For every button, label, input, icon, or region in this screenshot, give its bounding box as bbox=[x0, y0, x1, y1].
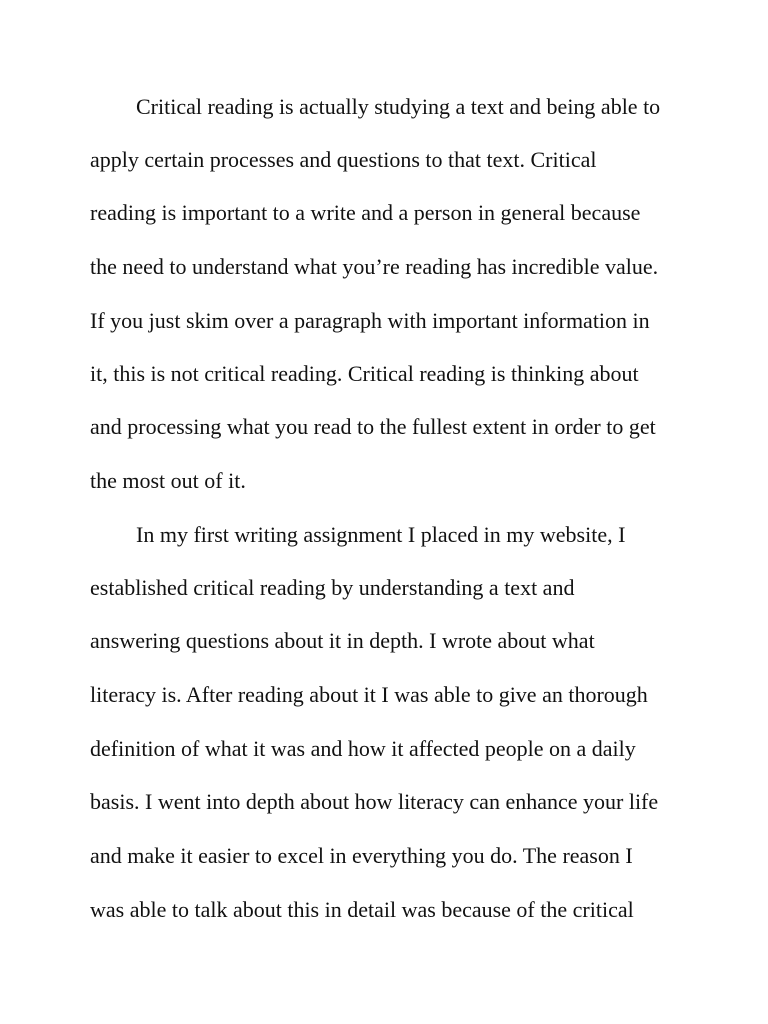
paragraph-2-line-4: literacy is. After reading about it I was able to give an thorough bbox=[90, 682, 648, 707]
paragraph-1-line-7: and processing what you read to the fullest extent in order to get bbox=[90, 414, 656, 439]
paragraph-1-line-8: the most out of it. bbox=[90, 468, 246, 493]
paragraph-2-line-5: definition of what it was and how it affected people on a daily bbox=[90, 736, 636, 761]
paragraph-2-line-8: was able to talk about this in detail was because of the critical bbox=[90, 897, 634, 922]
paragraph-1-line-5: If you just skim over a paragraph with important information in bbox=[90, 308, 650, 333]
paragraph-1-line-2: apply certain processes and questions to that text. Critical bbox=[90, 147, 597, 172]
paragraph-1-line-6: it, this is not critical reading. Critical reading is thinking about bbox=[90, 361, 639, 386]
paragraph-2-line-2: established critical reading by understanding a text and bbox=[90, 575, 575, 600]
paragraph-1-line-1: Critical reading is actually studying a text and being able to bbox=[136, 94, 661, 119]
paragraph-2-line-1: In my first writing assignment I placed in my website, I bbox=[136, 522, 626, 547]
paragraph-2-line-6: basis. I went into depth about how literacy can enhance your life bbox=[90, 789, 659, 814]
paragraph-2-line-7: and make it easier to excel in everything you do. The reason I bbox=[90, 843, 633, 868]
paragraph-2-line-3: answering questions about it in depth. I wrote about what bbox=[90, 628, 595, 653]
paragraph-1-line-3: reading is important to a write and a person in general because bbox=[90, 200, 641, 225]
paragraph-1-line-4: the need to understand what you’re reading has incredible value. bbox=[90, 254, 659, 279]
